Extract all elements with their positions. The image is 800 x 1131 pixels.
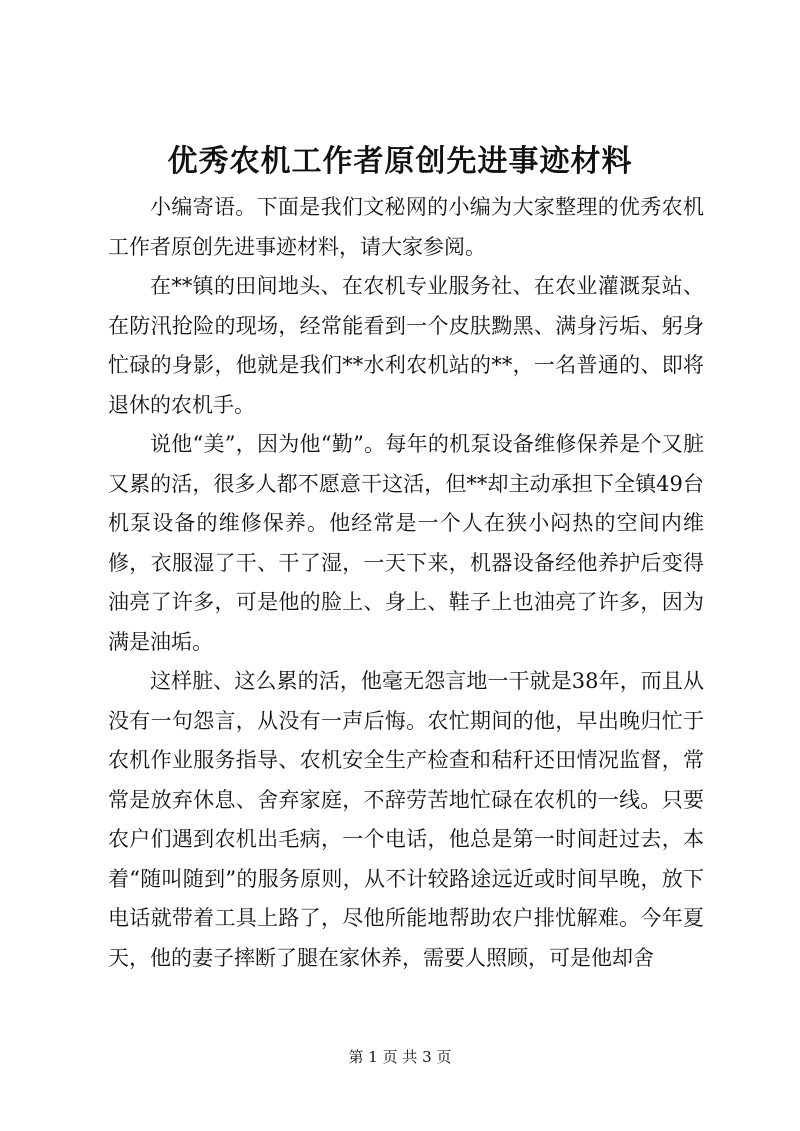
page-footer: 第 1 页 共 3 页 bbox=[348, 1048, 452, 1066]
paragraph-intro: 小编寄语。下面是我们文秘网的小编为大家整理的优秀农机工作者原创先进事迹材料，请大家参阅。 bbox=[108, 195, 704, 259]
paragraph-1: 在**镇的田间地头、在农机专业服务社、在农业灌溉泵站、在防汛抢险的现场，经常能看到一个皮肤黝黑、满身污垢、躬身忙碌的身影，他就是我们**水利农机站的**，一名普通的、即将退休的农机手。 bbox=[108, 274, 704, 417]
paragraph-2: 说他“美”，因为他“勤”。每年的机泵设备维修保养是个又脏又累的活，很多人都不愿意干这活，但**却主动承担下全镇49台机泵设备的维修保养。他经常是一个人在狭小闷热的空间内维修，衣服湿了干、干了湿，一天下来，机器设备经他养护后变得油亮了许多，可是他的脸上、身上、鞋子上也油亮了许多，因为满是油垢。 bbox=[108, 432, 704, 654]
document-body bbox=[108, 188, 704, 978]
document-title: 优秀农机工作者原创先进事迹材料 bbox=[167, 144, 633, 179]
paragraph-3: 这样脏、这么累的活，他毫无怨言地一干就是38年，而且从没有一句怨言，从没有一声后悔。农忙期间的他，早出晚归忙于农机作业服务指导、农机安全生产检查和秸秆还田情况监督，常常是放弃休息、舍弃家庭，不辞劳苦地忙碌在农机的一线。只要农户们遇到农机出毛病，一个电话，他总是第一时间赶过去，本着“随叫随到”的服务原则，从不计较路途远近或时间早晚，放下电话就带着工具上路了，尽他所能地帮助农户排忧解难。今年夏天，他的妻子摔断了腿在家休养，需要人照顾，可是他却舍 bbox=[108, 669, 704, 970]
